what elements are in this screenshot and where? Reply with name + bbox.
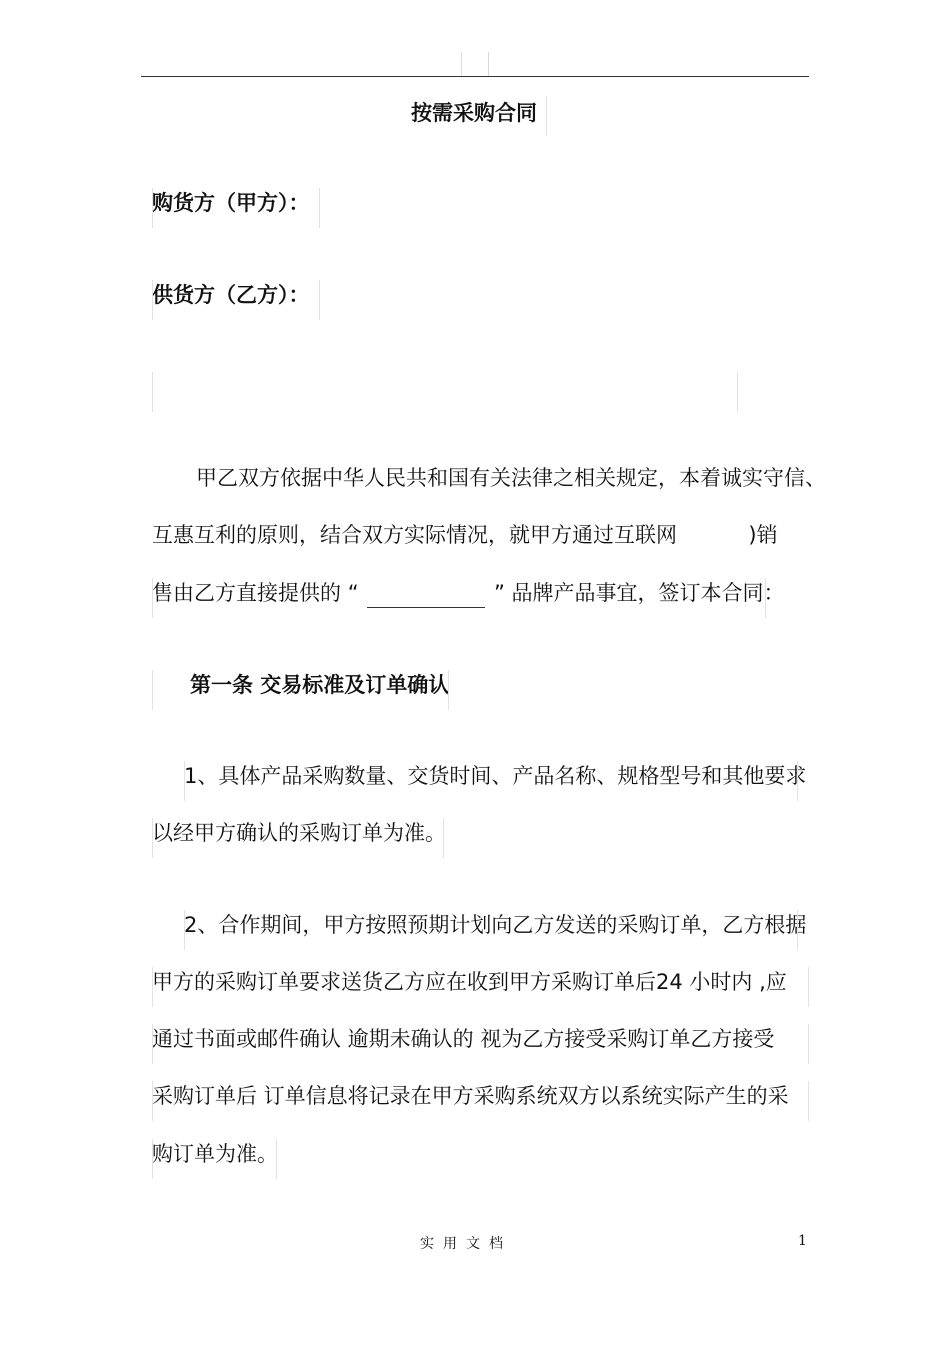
clause-1-line: 以经甲方确认的采购订单为准。 [152, 821, 446, 845]
intro-text: 互惠互利的原则，结合双方实际情况，就甲方通过互联网 [152, 523, 677, 547]
clause-2-line: 通过书面或邮件确认 逾期未确认的 视为乙方接受采购订单乙方接受 [152, 1027, 775, 1051]
text-boundary-marker [152, 1139, 153, 1179]
page-number: 1 [798, 1233, 807, 1249]
text-boundary-marker [152, 1081, 153, 1121]
text-boundary-marker [797, 761, 798, 801]
party-b-label: 供货方（乙方）： [152, 283, 310, 307]
text-boundary-marker [276, 1139, 277, 1179]
party-a-label: 购货方（甲方）： [152, 191, 310, 215]
text-boundary-marker [319, 280, 320, 320]
clause-2-line: 甲方的采购订单要求送货乙方应在收到甲方采购订单后24 小时内 ,应 [152, 970, 787, 994]
text-boundary-marker [184, 910, 185, 950]
clause-2-line: 采购订单后 订单信息将记录在甲方采购系统双方以系统实际产生的采 [152, 1084, 789, 1108]
text-boundary-marker [152, 578, 153, 618]
text-boundary-marker [152, 188, 153, 228]
clause-1-line: 1、具体产品采购数量、交货时间、产品名称、规格型号和其他要求 [184, 764, 807, 788]
text-boundary-marker [152, 818, 153, 858]
text-boundary-marker [152, 1024, 153, 1064]
text-boundary-marker [546, 96, 547, 136]
text-boundary-marker [152, 372, 153, 412]
intro-text: 售由乙方直接提供的 [152, 581, 341, 605]
footer-label: 实用文档 [420, 1236, 512, 1252]
text-boundary-marker [152, 967, 153, 1007]
clause-2-line: 2、合作期间，甲方按照预期计划向乙方发送的采购订单，乙方根据 [184, 913, 807, 937]
quote-open: “ [347, 581, 359, 605]
header-mark [461, 52, 489, 76]
text-boundary-marker [797, 910, 798, 950]
text-boundary-marker [808, 967, 809, 1007]
article-1-heading: 第一条 交易标准及订单确认 [190, 673, 450, 697]
intro-paragraph-line: 甲乙双方依据中华人民共和国有关法律之相关规定，本着诚实守信、 [196, 466, 826, 490]
brand-blank-field [367, 581, 485, 608]
intro-paragraph-line [152, 578, 785, 608]
text-boundary-marker [184, 761, 185, 801]
header-rule [141, 76, 809, 77]
text-boundary-marker [737, 372, 738, 412]
text-boundary-marker [448, 670, 449, 710]
clause-2-line: 购订单为准。 [152, 1142, 278, 1166]
text-boundary-marker [443, 818, 444, 858]
text-boundary-marker [808, 1024, 809, 1064]
intro-paragraph-line [152, 520, 778, 550]
text-boundary-marker [152, 670, 153, 710]
quote-close: ” [493, 581, 505, 605]
text-boundary-marker [152, 280, 153, 320]
text-boundary-marker [765, 578, 766, 618]
text-boundary-marker [808, 1081, 809, 1121]
text-boundary-marker [319, 188, 320, 228]
contract-title: 按需采购合同 [411, 101, 537, 125]
intro-text: )销 [748, 523, 778, 547]
intro-text: 品牌产品事宜，签订本合同： [511, 581, 785, 605]
